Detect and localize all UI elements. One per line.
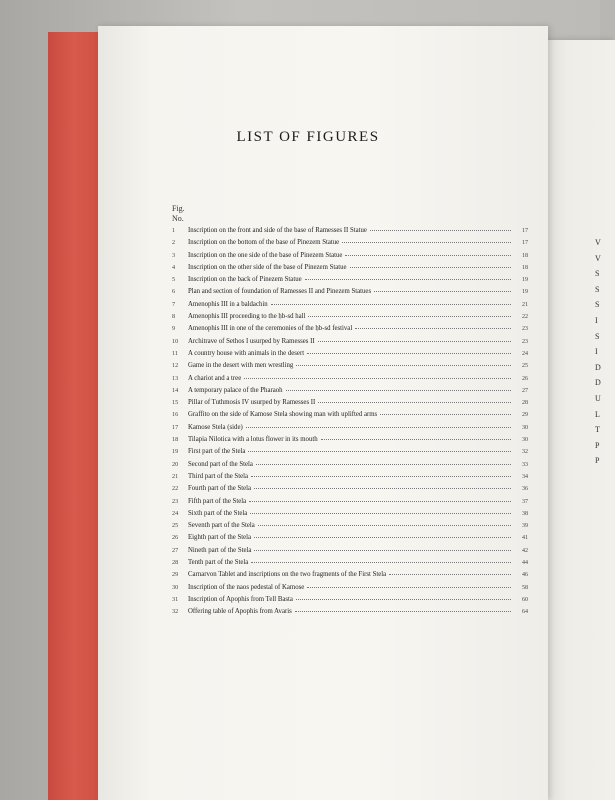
figure-title: Nineth part of the Stela xyxy=(188,546,252,554)
figure-title: Inscription of Apophis from Tell Basta xyxy=(188,595,293,603)
next-page-letter: P xyxy=(595,456,600,466)
figure-title: Eighth part of the Stela xyxy=(188,534,252,542)
leader-dots xyxy=(254,545,511,551)
figure-page-number: 37 xyxy=(522,498,528,505)
figure-page-number: 29 xyxy=(522,412,528,419)
figure-page-number: 39 xyxy=(522,523,528,530)
figure-number: 19 xyxy=(172,448,179,456)
figure-title: Second part of the Stela xyxy=(188,460,253,468)
leader-dots xyxy=(345,250,511,256)
next-page-letter: T xyxy=(595,425,600,435)
figure-page-number: 58 xyxy=(522,584,528,591)
figure-number: 30 xyxy=(172,583,179,591)
figure-number: 22 xyxy=(172,485,179,493)
figure-title: Seventh part of the Stela xyxy=(188,522,255,530)
figure-title: Inscription of the naos pedestal of Kamose xyxy=(188,583,305,591)
leader-dots xyxy=(355,323,511,329)
figure-title: Inscription on the bottom of the base of Pinezem Statue xyxy=(188,239,340,247)
figure-title: Graffito on the side of Kamose Stela showing man with uplifted arms xyxy=(188,411,378,419)
figure-number: 11 xyxy=(172,349,178,357)
leader-dots xyxy=(307,348,511,354)
figure-title: Inscription on the back of Pinezem Statue xyxy=(188,276,302,284)
leader-dots xyxy=(374,286,511,292)
figure-page-number: 42 xyxy=(522,547,528,554)
figure-number: 8 xyxy=(172,313,176,321)
figure-number: 28 xyxy=(172,559,179,567)
book-page xyxy=(98,26,548,800)
figure-page-number: 24 xyxy=(522,350,528,357)
leader-dots xyxy=(254,532,511,538)
figure-page-number: 32 xyxy=(522,449,528,456)
figure-page-number: 23 xyxy=(522,338,528,345)
leader-dots xyxy=(308,311,511,317)
next-page-letter: L xyxy=(595,409,600,419)
figure-title: Plan and section of foundation of Ramesses II and Pinezem Statues xyxy=(188,288,372,296)
leader-dots xyxy=(258,520,511,526)
figure-number: 18 xyxy=(172,436,179,444)
figure-title: Fifth part of the Stela xyxy=(188,497,247,505)
figure-title: Inscription on the other side of the base of Pinezem Statue xyxy=(188,263,347,271)
figure-page-number: 46 xyxy=(522,572,528,579)
leader-dots xyxy=(250,508,511,514)
figure-page-number: 27 xyxy=(522,387,528,394)
figure-title: Game in the desert with men wrestling xyxy=(188,362,294,370)
figure-title: Fourth part of the Stela xyxy=(188,485,252,493)
figure-title: Amenophis III in one of the ceremonies of the ḥb-sd festival xyxy=(188,325,353,333)
leader-dots xyxy=(271,299,511,305)
next-page-letter: S xyxy=(595,284,600,294)
figure-number: 31 xyxy=(172,595,179,603)
figure-number: 15 xyxy=(172,399,179,407)
leader-dots xyxy=(251,557,511,563)
figure-page-number: 44 xyxy=(522,560,528,567)
leader-dots xyxy=(295,606,511,612)
figure-number: 1 xyxy=(172,227,176,234)
figure-number: 5 xyxy=(172,276,176,284)
figure-list xyxy=(172,226,528,620)
figure-page-number: 33 xyxy=(522,461,528,468)
next-page-letter: V xyxy=(595,253,601,263)
next-page-letter: D xyxy=(595,362,601,372)
red-binding-strip xyxy=(48,32,100,800)
figure-number: 4 xyxy=(172,263,176,271)
next-page-letter: U xyxy=(595,394,601,403)
figure-page-number: 21 xyxy=(522,301,528,308)
figure-page-number: 60 xyxy=(522,596,528,603)
figure-page-number: 41 xyxy=(522,535,528,542)
figure-number: 6 xyxy=(172,288,176,296)
figure-page-number: 19 xyxy=(522,277,528,284)
figure-number: 3 xyxy=(172,251,176,259)
figure-page-number: 26 xyxy=(522,375,528,382)
figure-page-number: 30 xyxy=(522,424,528,431)
figure-page-number: 18 xyxy=(522,264,528,271)
figure-title: First part of the Stela xyxy=(188,448,246,456)
leader-dots xyxy=(305,274,511,280)
figure-page-number: 19 xyxy=(522,289,528,296)
leader-dots xyxy=(342,237,511,243)
no-label: No. xyxy=(172,214,184,223)
leader-dots xyxy=(244,373,511,379)
figure-number: 32 xyxy=(172,608,179,616)
figure-page-number: 17 xyxy=(522,228,528,234)
figure-page-number: 30 xyxy=(522,437,528,444)
figure-title: A temporary palace of the Pharaoh xyxy=(188,386,283,394)
figure-page-number: 36 xyxy=(522,486,528,493)
figure-title: Inscription on the one side of the base of Pinezem Statue xyxy=(188,251,343,259)
next-page-letter: S xyxy=(595,269,600,279)
figure-title: Amenophis III in a baldachin xyxy=(188,300,268,308)
figure-title: Tenth part of the Stela xyxy=(188,559,249,567)
leader-dots xyxy=(321,434,511,440)
fig-label: Fig. xyxy=(172,204,185,213)
figure-number: 26 xyxy=(172,534,179,542)
figure-number: 7 xyxy=(172,300,176,308)
leader-dots xyxy=(296,594,511,600)
figure-title: Third part of the Stela xyxy=(188,472,249,480)
figure-number: 2 xyxy=(172,239,176,247)
figure-number: 16 xyxy=(172,411,179,419)
figure-number: 13 xyxy=(172,374,179,382)
figure-page-number: 38 xyxy=(522,510,528,517)
next-page-letter: I xyxy=(595,347,598,357)
leader-dots xyxy=(350,262,511,268)
figure-title: Carnarvon Tablet and inscriptions on the two fragments of the First Stela xyxy=(188,571,387,579)
figure-page-number: 23 xyxy=(522,326,528,333)
next-page-letter: D xyxy=(595,378,601,388)
leader-dots xyxy=(296,360,511,366)
leader-dots xyxy=(249,496,511,502)
figure-title: A country house with animals in the desert xyxy=(188,349,305,357)
figure-title: Tilapia Nilotica with a lotus flower in its mouth xyxy=(188,436,318,444)
figure-number: 12 xyxy=(172,362,179,370)
figure-title: Architrave of Sethos I usurped by Ramesses II xyxy=(188,337,315,345)
leader-dots xyxy=(318,336,511,342)
list-item xyxy=(172,607,528,619)
figure-number: 9 xyxy=(172,325,176,333)
figure-title: Offering table of Apophis from Avaris xyxy=(188,608,292,616)
figure-number: 17 xyxy=(172,423,179,431)
figure-number: 29 xyxy=(172,571,179,579)
page-title: LIST OF FIGURES xyxy=(236,129,380,145)
figure-page-number: 22 xyxy=(522,314,528,321)
leader-dots xyxy=(380,409,511,415)
figure-page-number: 28 xyxy=(522,400,528,407)
next-page-letter: V xyxy=(595,238,601,247)
figure-page-number: 25 xyxy=(522,363,528,370)
figure-title: Sixth part of the Stela xyxy=(188,509,248,517)
next-page-letter: P xyxy=(595,440,600,450)
figure-number: 10 xyxy=(172,337,179,345)
figure-title: Amenophis III proceeding to the ḥb-sd hall xyxy=(188,313,306,321)
figure-title: A chariot and a tree xyxy=(188,374,242,382)
figure-page-number: 64 xyxy=(522,609,528,616)
figure-page-number: 18 xyxy=(522,252,528,259)
leader-dots xyxy=(248,446,511,452)
figure-number: 24 xyxy=(172,509,179,517)
figure-page-number: 34 xyxy=(522,473,528,480)
figure-page-number: 17 xyxy=(522,240,528,247)
figure-title: Pillar of Tuthmosis IV usurped by Ramesses II xyxy=(188,399,316,407)
figure-number: 25 xyxy=(172,522,179,530)
figure-number: 23 xyxy=(172,497,179,505)
leader-dots xyxy=(246,422,511,428)
leader-dots xyxy=(389,569,511,575)
leader-dots xyxy=(256,459,511,465)
figure-number: 14 xyxy=(172,386,179,394)
figure-title: Kamose Stela (side) xyxy=(188,423,243,431)
leader-dots xyxy=(254,483,511,489)
next-page-letter: S xyxy=(595,331,600,341)
leader-dots xyxy=(251,471,511,477)
leader-dots xyxy=(307,582,511,588)
figure-number: 20 xyxy=(172,460,179,468)
leader-dots xyxy=(318,397,511,403)
next-page-letter: S xyxy=(595,300,600,310)
leader-dots xyxy=(286,385,511,391)
fig-column-header xyxy=(172,204,185,224)
figure-number: 21 xyxy=(172,472,179,480)
figure-number: 27 xyxy=(172,546,179,554)
leader-dots xyxy=(370,225,511,231)
figure-title: Inscription on the front and side of the base of Ramesses II Statue xyxy=(188,227,367,234)
next-page-letter: I xyxy=(595,316,598,325)
